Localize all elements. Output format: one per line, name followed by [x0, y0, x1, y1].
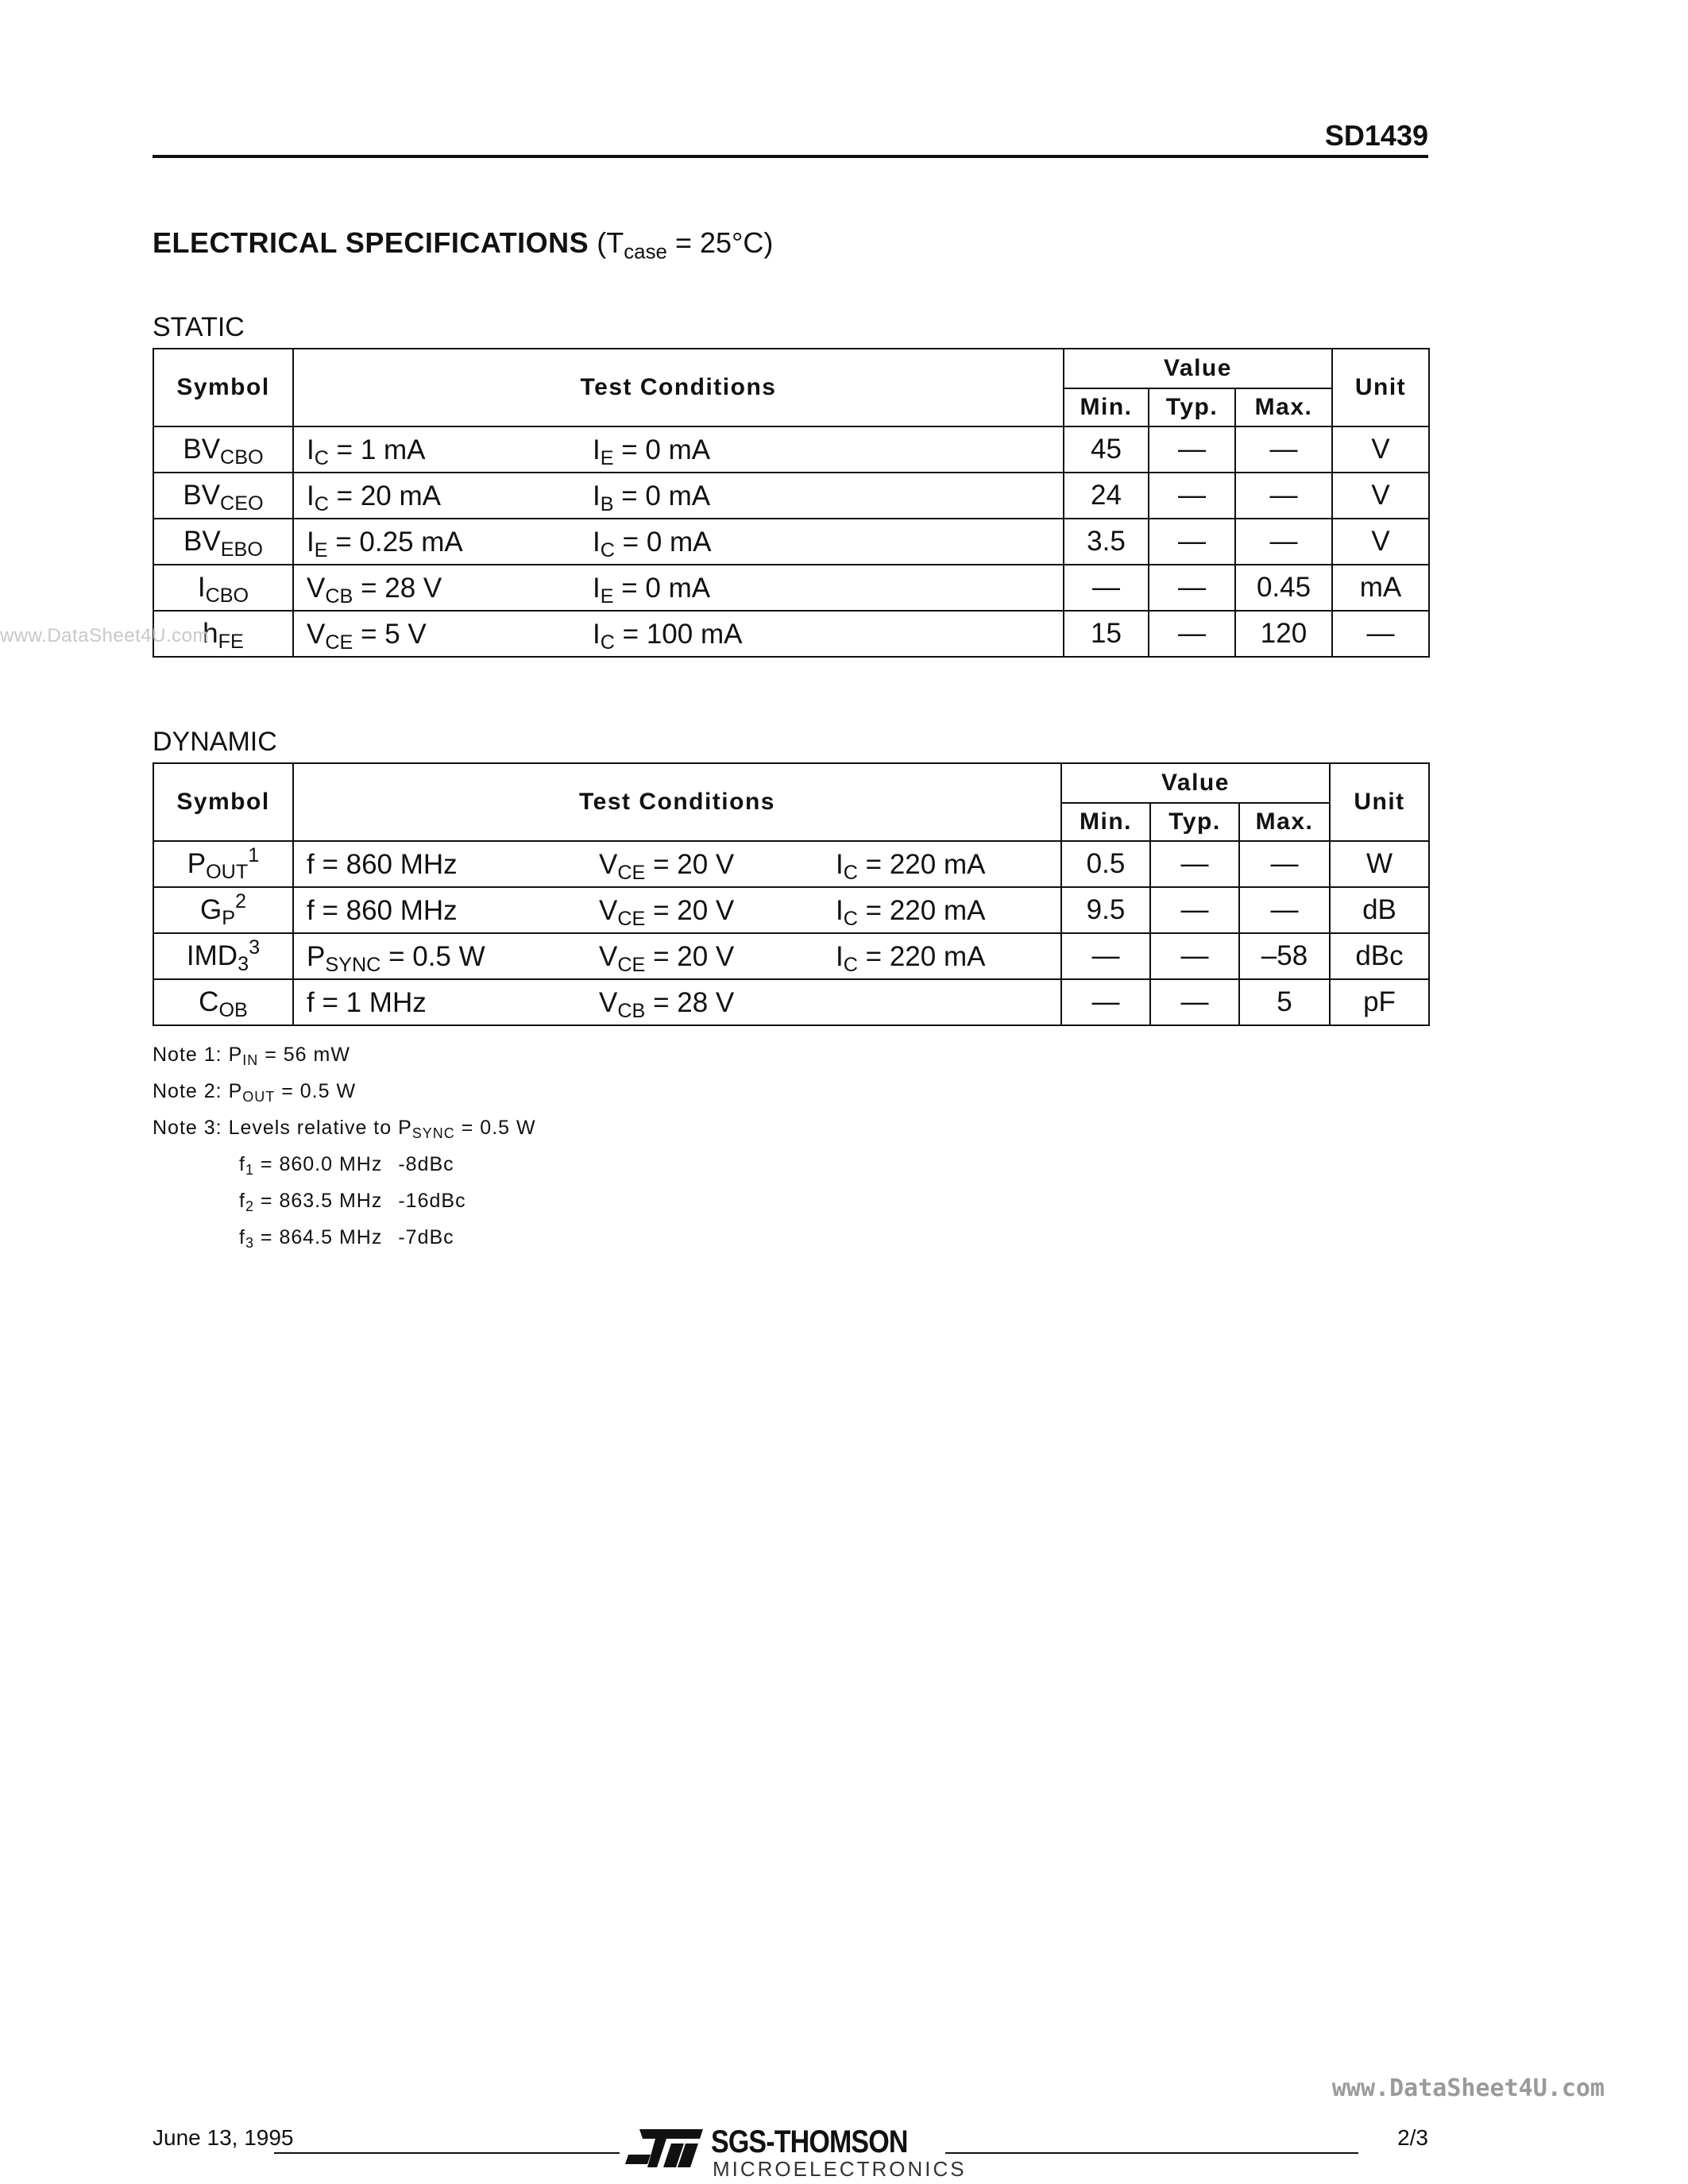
- header-test-conditions: Test Conditions: [293, 763, 1061, 841]
- conditions-cell: f = 1 MHz $V_{CB} = 28$ V: [293, 979, 1061, 1025]
- unit-cell: W: [1330, 841, 1429, 887]
- symbol-cell: $IMD_3^3$: [153, 933, 293, 979]
- note-3: Note 3: Levels relative to $P_{SYNC} = 0.5$ W: [153, 1117, 536, 1142]
- dynamic-table: [153, 762, 1430, 1026]
- min-cell: 45: [1064, 426, 1149, 473]
- symbol-cell: $G_P^2$: [153, 887, 293, 933]
- conditions-cell: $I_C = 1$ mA $I_E = 0$ mA: [293, 426, 1064, 473]
- table-row: [153, 933, 1429, 979]
- note-2: Note 2: $P_{OUT} = 0.5$ W: [153, 1080, 357, 1106]
- page-number: 2/3: [1397, 2125, 1428, 2150]
- max-cell: —: [1235, 519, 1332, 565]
- table-row: [153, 611, 1429, 657]
- unit-cell: dBc: [1330, 933, 1429, 979]
- header-test-conditions: Test Conditions: [293, 349, 1064, 426]
- conditions-cell: $P_{SYNC} = 0.5$ W $V_{CE} = 20$ V $I_C = 220$ mA: [293, 933, 1061, 979]
- footer-rule-left: [274, 2152, 620, 2154]
- max-cell: –58: [1239, 933, 1330, 979]
- unit-cell: V: [1332, 519, 1429, 565]
- note-1: Note 1: $P_{IN} = 56$ mW: [153, 1044, 350, 1069]
- part-number: SD1439: [1324, 119, 1428, 152]
- header-max: Max.: [1235, 388, 1332, 426]
- typ-cell: —: [1149, 565, 1235, 611]
- unit-cell: mA: [1332, 565, 1429, 611]
- table-row: [153, 979, 1429, 1025]
- conditions-cell: $V_{CB} = 28$ V $I_E = 0$ mA: [293, 565, 1064, 611]
- max-cell: 5: [1239, 979, 1330, 1025]
- unit-cell: pF: [1330, 979, 1429, 1025]
- unit-cell: V: [1332, 426, 1429, 473]
- min-cell: 0.5: [1061, 841, 1150, 887]
- symbol-cell: $BV_{CEO}$: [153, 473, 293, 519]
- header-min: Min.: [1061, 803, 1150, 841]
- note-3-f2: $f_2 = 863.5$ MHz -16dBc: [239, 1190, 466, 1215]
- header-typ: Typ.: [1149, 388, 1235, 426]
- header-symbol: Symbol: [153, 349, 293, 426]
- max-cell: —: [1239, 841, 1330, 887]
- symbol-cell: $C_{OB}$: [153, 979, 293, 1025]
- unit-cell: dB: [1330, 887, 1429, 933]
- section-title: [153, 226, 774, 264]
- conditions-cell: $I_C = 20$ mA $I_B = 0$ mA: [293, 473, 1064, 519]
- unit-cell: —: [1332, 611, 1429, 657]
- static-table: [153, 348, 1430, 658]
- header-unit: Unit: [1330, 763, 1429, 841]
- table-row: [153, 473, 1429, 519]
- min-cell: —: [1061, 933, 1150, 979]
- footer-date: June 13, 1995: [153, 2125, 294, 2150]
- unit-cell: V: [1332, 473, 1429, 519]
- max-cell: —: [1239, 887, 1330, 933]
- typ-cell: —: [1149, 473, 1235, 519]
- company-name: SGS-THOMSON: [711, 2124, 908, 2159]
- typ-cell: —: [1150, 979, 1239, 1025]
- header-typ: Typ.: [1150, 803, 1239, 841]
- watermark-left: www.DataSheet4U.com: [0, 625, 209, 646]
- min-cell: —: [1064, 565, 1149, 611]
- table-row: [153, 565, 1429, 611]
- typ-cell: —: [1150, 887, 1239, 933]
- min-cell: 24: [1064, 473, 1149, 519]
- min-cell: 15: [1064, 611, 1149, 657]
- typ-cell: —: [1150, 933, 1239, 979]
- footer-rule-right: [945, 2152, 1358, 2154]
- header-value: Value: [1064, 349, 1332, 388]
- conditions-cell: $I_E = 0.25$ mA $I_C = 0$ mA: [293, 519, 1064, 565]
- max-cell: 0.45: [1235, 565, 1332, 611]
- static-table-label: STATIC: [153, 312, 245, 342]
- min-cell: —: [1061, 979, 1150, 1025]
- notes: [153, 1036, 536, 1256]
- min-cell: 9.5: [1061, 887, 1150, 933]
- st-logo-icon: [625, 2126, 705, 2174]
- table-row: [153, 426, 1429, 473]
- dynamic-table-label: DYNAMIC: [153, 727, 277, 757]
- max-cell: 120: [1235, 611, 1332, 657]
- company-subtitle: MICROELECTRONICS: [713, 2157, 967, 2181]
- typ-cell: —: [1149, 426, 1235, 473]
- header-value: Value: [1061, 763, 1330, 803]
- max-cell: —: [1235, 473, 1332, 519]
- watermark-bottom[interactable]: www.DataSheet4U.com: [1331, 2074, 1605, 2102]
- symbol-cell: $h_{FE}$: [153, 611, 293, 657]
- note-3-f3: $f_3 = 864.5$ MHz -7dBc: [239, 1226, 454, 1252]
- typ-cell: —: [1149, 519, 1235, 565]
- conditions-cell: $V_{CE} = 5$ V $I_C = 100$ mA: [293, 611, 1064, 657]
- conditions-cell: f = 860 MHz $V_{CE} = 20$ V $I_C = 220$ mA: [293, 887, 1061, 933]
- symbol-cell: $I_{CBO}$: [153, 565, 293, 611]
- typ-cell: —: [1149, 611, 1235, 657]
- typ-cell: —: [1150, 841, 1239, 887]
- table-row: [153, 841, 1429, 887]
- note-3-f1: $f_1 = 860.0$ MHz -8dBc: [239, 1153, 454, 1179]
- symbol-cell: $BV_{EBO}$: [153, 519, 293, 565]
- min-cell: 3.5: [1064, 519, 1149, 565]
- section-condition: $(T_{case} = 25^\circ C)$: [597, 226, 774, 264]
- conditions-cell: f = 860 MHz $V_{CE} = 20$ V $I_C = 220$ mA: [293, 841, 1061, 887]
- section-title-bold: ELECTRICAL SPECIFICATIONS: [153, 226, 589, 259]
- table-row: [153, 887, 1429, 933]
- max-cell: —: [1235, 426, 1332, 473]
- header-min: Min.: [1064, 388, 1149, 426]
- header-unit: Unit: [1332, 349, 1429, 426]
- header-symbol: Symbol: [153, 763, 293, 841]
- symbol-cell: $BV_{CBO}$: [153, 426, 293, 473]
- header-rule: [153, 155, 1428, 158]
- symbol-cell: $P_{OUT}^1$: [153, 841, 293, 887]
- header-max: Max.: [1239, 803, 1330, 841]
- table-row: [153, 519, 1429, 565]
